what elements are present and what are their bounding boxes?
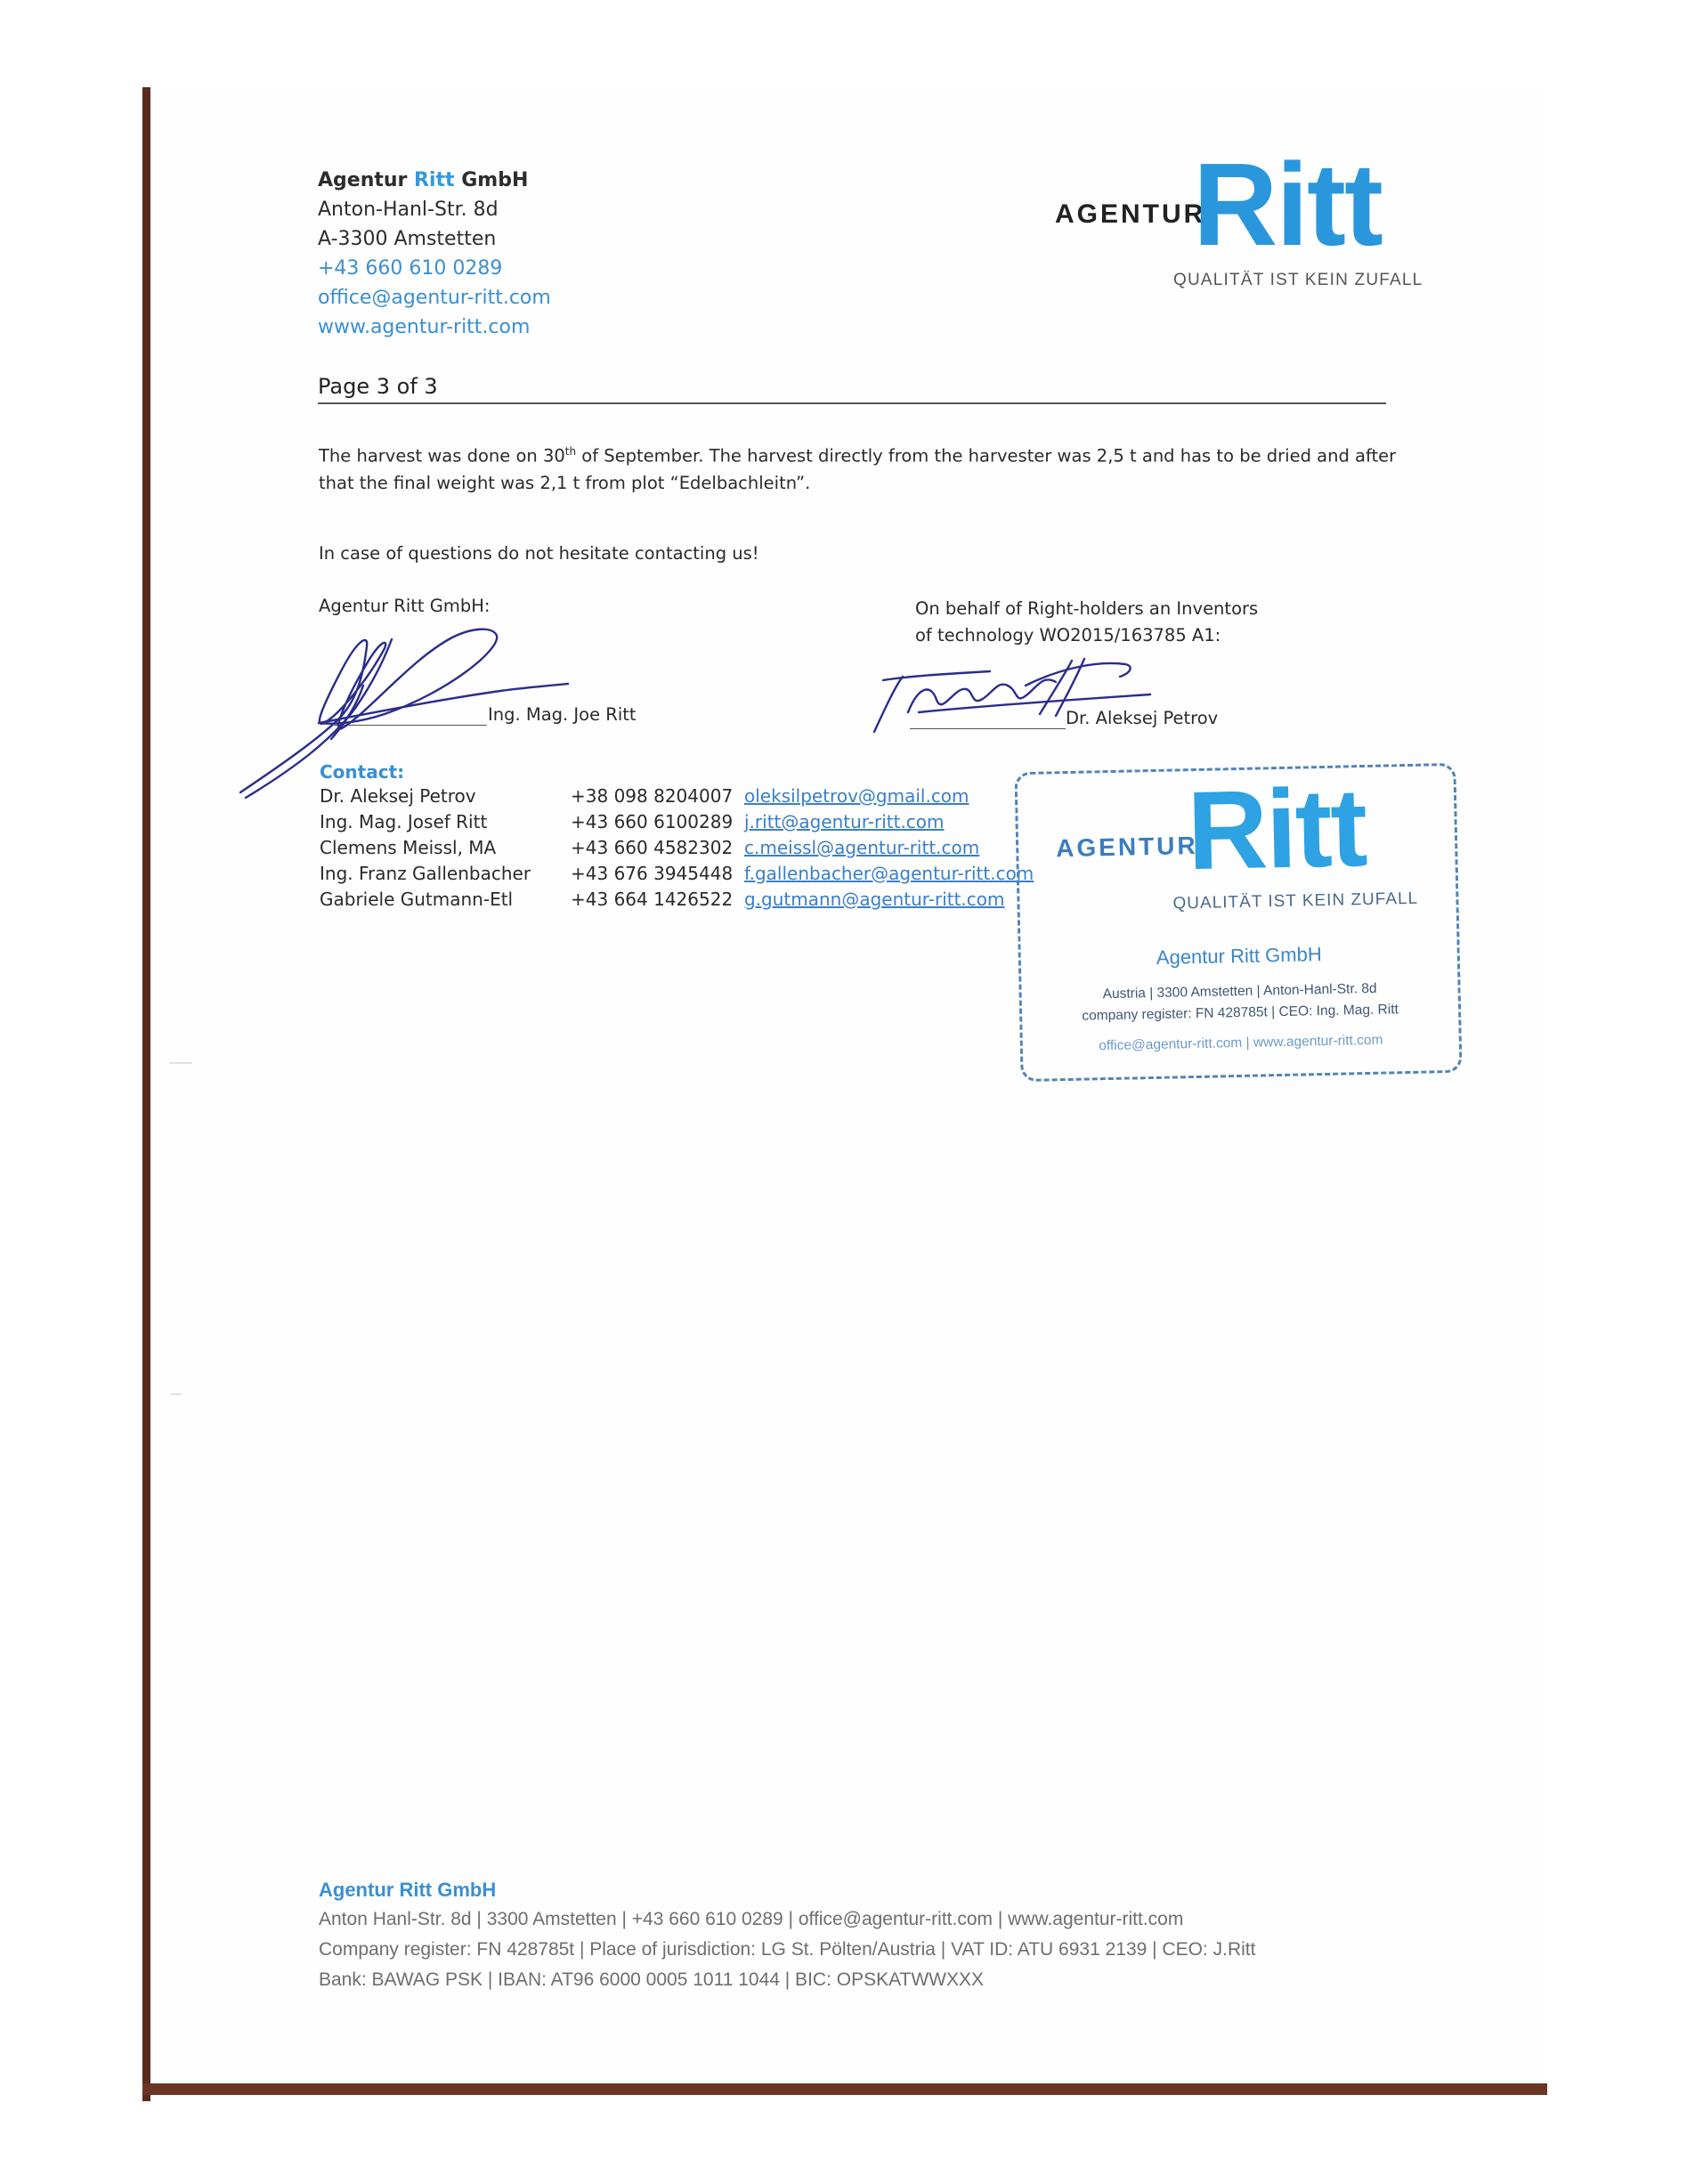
logo-tagline: QUALITÄT IST KEIN ZUFALL	[1173, 271, 1423, 289]
logo-word: AGENTUR	[1055, 199, 1206, 229]
signature-left-name: Ing. Mag. Joe Ritt	[488, 704, 637, 725]
contact-name: Ing. Franz Gallenbacher	[320, 863, 531, 884]
stamp-logo-brand: Ritt	[1186, 765, 1367, 894]
contact-phone: +43 660 4582302	[571, 837, 734, 858]
sender-city: A-3300 Amstetten	[318, 228, 497, 250]
footer-register: Company register: FN 428785t | Place of jurisdiction: LG St. Pölten/Austria | VAT ID: ATU 6931 2139 | CEO: J.Ritt	[319, 1939, 1256, 1960]
sender-block	[318, 166, 551, 342]
contact-name: Ing. Mag. Josef Ritt	[320, 811, 488, 832]
logo-brand: Ritt	[1193, 139, 1382, 270]
sender-email[interactable]: office@agentur-ritt.com	[318, 287, 551, 309]
harvest-line-2: that the final weight was 2,1 t from plot “Edelbachleitn”.	[319, 472, 811, 493]
stamp-tagline: QUALITÄT IST KEIN ZUFALL	[1172, 889, 1419, 913]
contact-phone: +43 676 3945448	[571, 863, 734, 884]
company-stamp	[1014, 763, 1462, 1082]
contact-title: Contact:	[320, 761, 405, 783]
scan-edge-bottom	[142, 2083, 1547, 2095]
footer-bank: Bank: BAWAG PSK | IBAN: AT96 6000 0005 1011 1044 | BIC: OPSKATWWXXX	[319, 1969, 985, 1990]
signature-petrov-icon	[865, 650, 1159, 748]
sender-website[interactable]: www.agentur-ritt.com	[318, 316, 531, 338]
contact-name: Clemens Meissl, MA	[320, 837, 497, 858]
stamp-company: Agentur Ritt GmbH	[1156, 943, 1322, 969]
contact-name: Gabriele Gutmann-Etl	[320, 889, 514, 910]
contact-email-link[interactable]: f.gallenbacher@agentur-ritt.com	[744, 863, 1034, 884]
sender-company: Agentur Ritt GmbH	[318, 169, 529, 191]
contact-email-link[interactable]: g.gutmann@agentur-ritt.com	[744, 889, 1005, 910]
sender-street: Anton-Hanl-Str. 8d	[318, 199, 499, 221]
signature-right-name: Dr. Aleksej Petrov	[1066, 708, 1219, 728]
contact-phone: +43 664 1426522	[571, 889, 734, 910]
agentur-ritt-logo	[1055, 139, 1429, 296]
contact-phone: +38 098 8204007	[571, 785, 734, 807]
body-paragraph-questions: In case of questions do not hesitate contacting us!	[319, 543, 759, 564]
stamp-logo-word: AGENTUR	[1055, 831, 1198, 863]
header-divider	[318, 402, 1386, 404]
signature-right-label: On behalf of Right-holders an Inventors of technology WO2015/163785 A1:	[915, 598, 1259, 645]
contact-email-link[interactable]: oleksilpetrov@gmail.com	[744, 785, 969, 807]
body-paragraph-harvest	[319, 438, 1396, 497]
contact-name: Dr. Aleksej Petrov	[320, 785, 476, 807]
footer-company: Agentur Ritt GmbH	[319, 1879, 497, 1901]
stamp-register: company register: FN 428785t | CEO: Ing. Mag. Ritt	[1082, 1002, 1399, 1024]
sender-phone: +43 660 610 0289	[318, 257, 503, 280]
signature-left-label: Agentur Ritt GmbH:	[319, 596, 491, 616]
scan-edge-left	[142, 87, 150, 2101]
contact-phone: +43 660 6100289	[571, 811, 734, 832]
harvest-line-1: The harvest was done on 30th of September. The harvest directly from the harvester was 2,5 t and has to be dried and after	[319, 445, 1397, 467]
page-footer	[319, 1879, 1255, 2000]
footer-address: Anton Hanl-Str. 8d | 3300 Amstetten | +43 660 610 0289 | office@agentur-ritt.com | www.agentur-ritt.com	[319, 1909, 1184, 1929]
stamp-address: Austria | 3300 Amstetten | Anton-Hanl-Str. 8d	[1102, 980, 1377, 1003]
contact-email-link[interactable]: j.ritt@agentur-ritt.com	[744, 811, 945, 832]
margin-mark	[169, 1062, 192, 1064]
margin-mark	[171, 1393, 182, 1395]
stamp-contact: office@agentur-ritt.com | www.agentur-ritt.com	[1099, 1032, 1383, 1054]
contact-email-link[interactable]: c.meissl@agentur-ritt.com	[744, 837, 980, 858]
page-number: Page 3 of 3	[318, 374, 438, 399]
signature-ritt-icon	[233, 614, 580, 810]
